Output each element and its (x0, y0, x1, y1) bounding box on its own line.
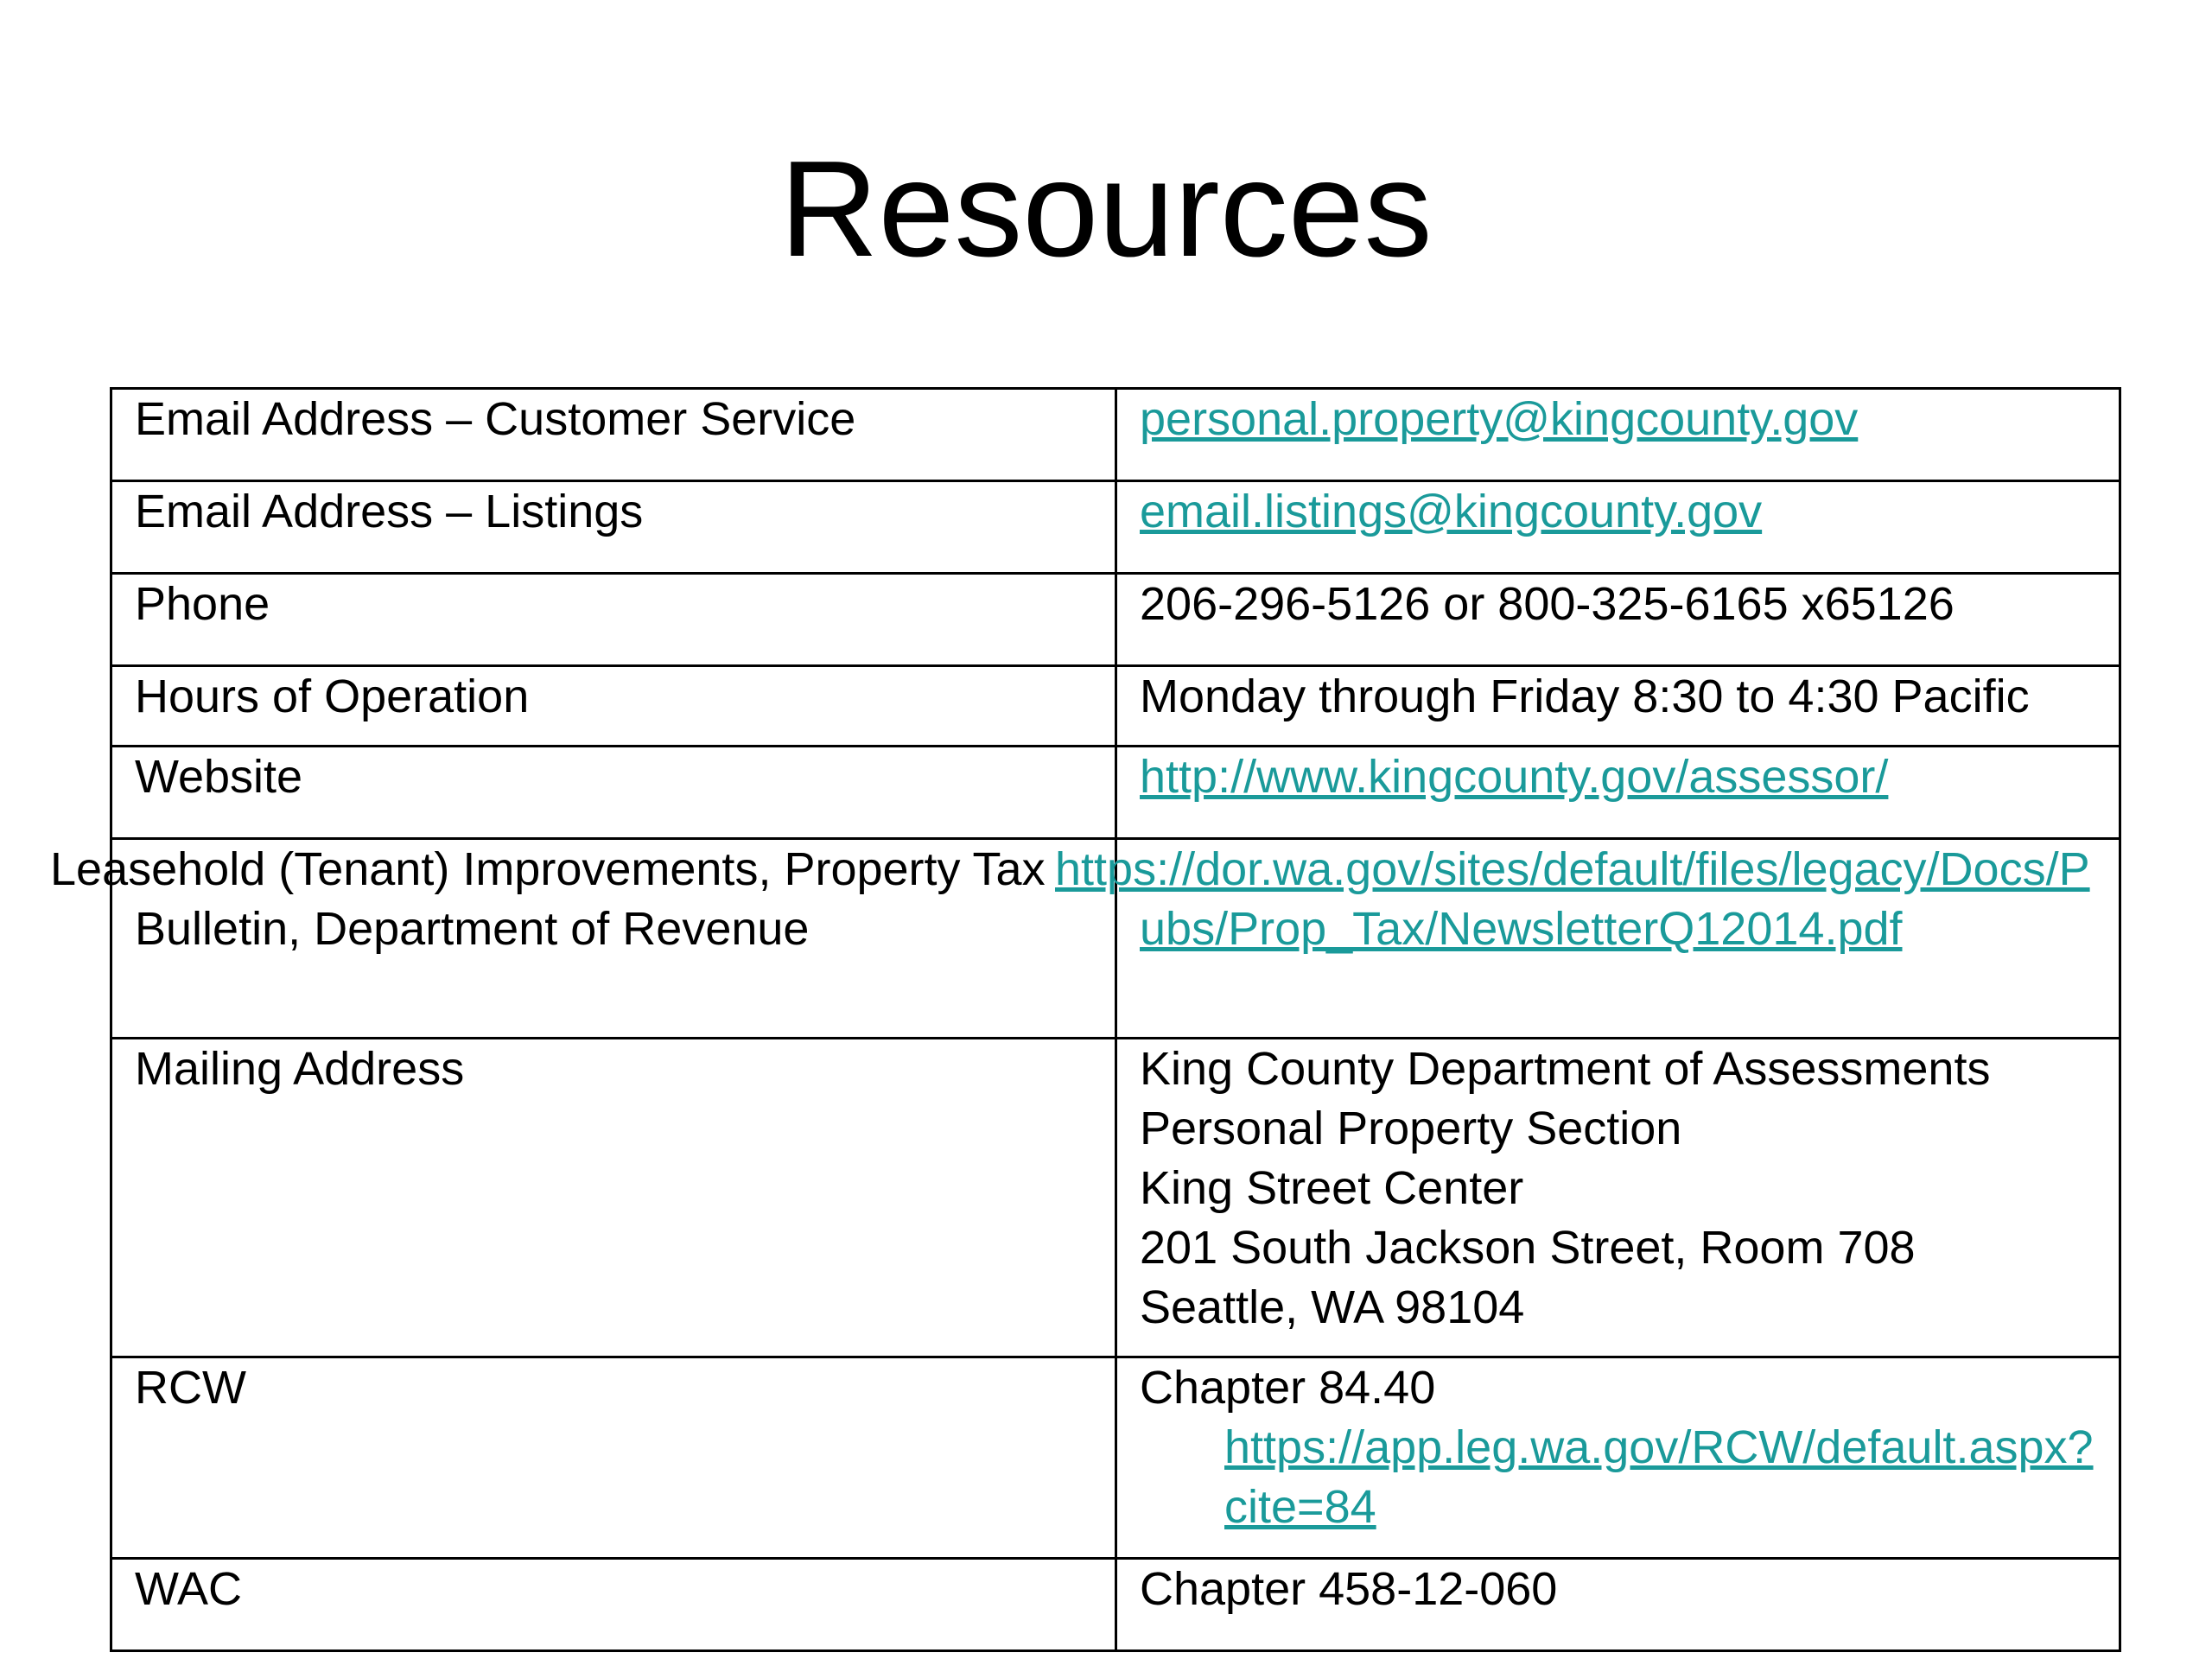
row-label: Phone (111, 574, 1116, 666)
table-row (111, 747, 2120, 839)
table-row (111, 1357, 2120, 1559)
row-label: Email Address – Customer Service (111, 389, 1116, 481)
page-title: Resources (779, 133, 1433, 285)
address-line: Personal Property Section (1140, 1103, 1682, 1154)
rcw-link-wrap (1140, 1418, 2101, 1537)
phone-value: 206-296-5126 or 800-325-6165 x65126 (1116, 574, 2120, 666)
table-row (111, 574, 2120, 666)
address-line: 201 South Jackson Street, Room 708 (1140, 1222, 1916, 1274)
dor-bulletin-cell (1055, 839, 2120, 1039)
table-row (111, 666, 2120, 747)
row-label: Email Address – Listings (111, 481, 1116, 574)
address-line: King Street Center (1140, 1162, 1524, 1214)
customer-service-email-link[interactable]: personal.property@kingcounty.gov (1140, 393, 1859, 445)
mailing-address (1116, 1039, 2120, 1357)
customer-service-email-cell (1116, 389, 2120, 481)
rcw-link[interactable]: https://app.leg.wa.gov/RCW/default.aspx?cite=84 (1224, 1421, 2094, 1533)
row-label: Website (111, 747, 1116, 839)
listings-email-cell (1116, 481, 2120, 574)
table-row (111, 839, 2120, 1039)
row-label: Leasehold (Tenant) Improvements, Property Tax Bulletin, Department of Revenue (111, 839, 1116, 1039)
resources-table (50, 387, 2121, 1652)
website-cell (1116, 747, 2120, 839)
listings-email-link[interactable]: email.listings@kingcounty.gov (1140, 486, 1763, 537)
row-label: Mailing Address (111, 1039, 1116, 1357)
address-line: King County Department of Assessments (1140, 1043, 1991, 1095)
website-link[interactable]: http://www.kingcounty.gov/assessor/ (1140, 751, 1889, 803)
hours-value: Monday through Friday 8:30 to 4:30 Pacific (1116, 666, 2120, 747)
dor-bulletin-link[interactable]: https://dor.wa.gov/sites/default/files/legacy/Docs/Pubs/Prop_Tax/NewsletterQ12014.pdf (1055, 843, 2090, 955)
row-label: WAC (111, 1559, 1116, 1651)
table-row (111, 481, 2120, 574)
table-row (111, 1039, 2120, 1357)
address-line: Seattle, WA 98104 (1140, 1281, 1525, 1333)
wac-value: Chapter 458-12-060 (1116, 1559, 2120, 1651)
row-label: RCW (111, 1357, 1116, 1559)
table-row (111, 389, 2120, 481)
table-row (111, 1559, 2120, 1651)
rcw-chapter: Chapter 84.40 (1140, 1362, 1436, 1414)
rcw-cell (1116, 1357, 2120, 1559)
row-label: Hours of Operation (111, 666, 1116, 747)
